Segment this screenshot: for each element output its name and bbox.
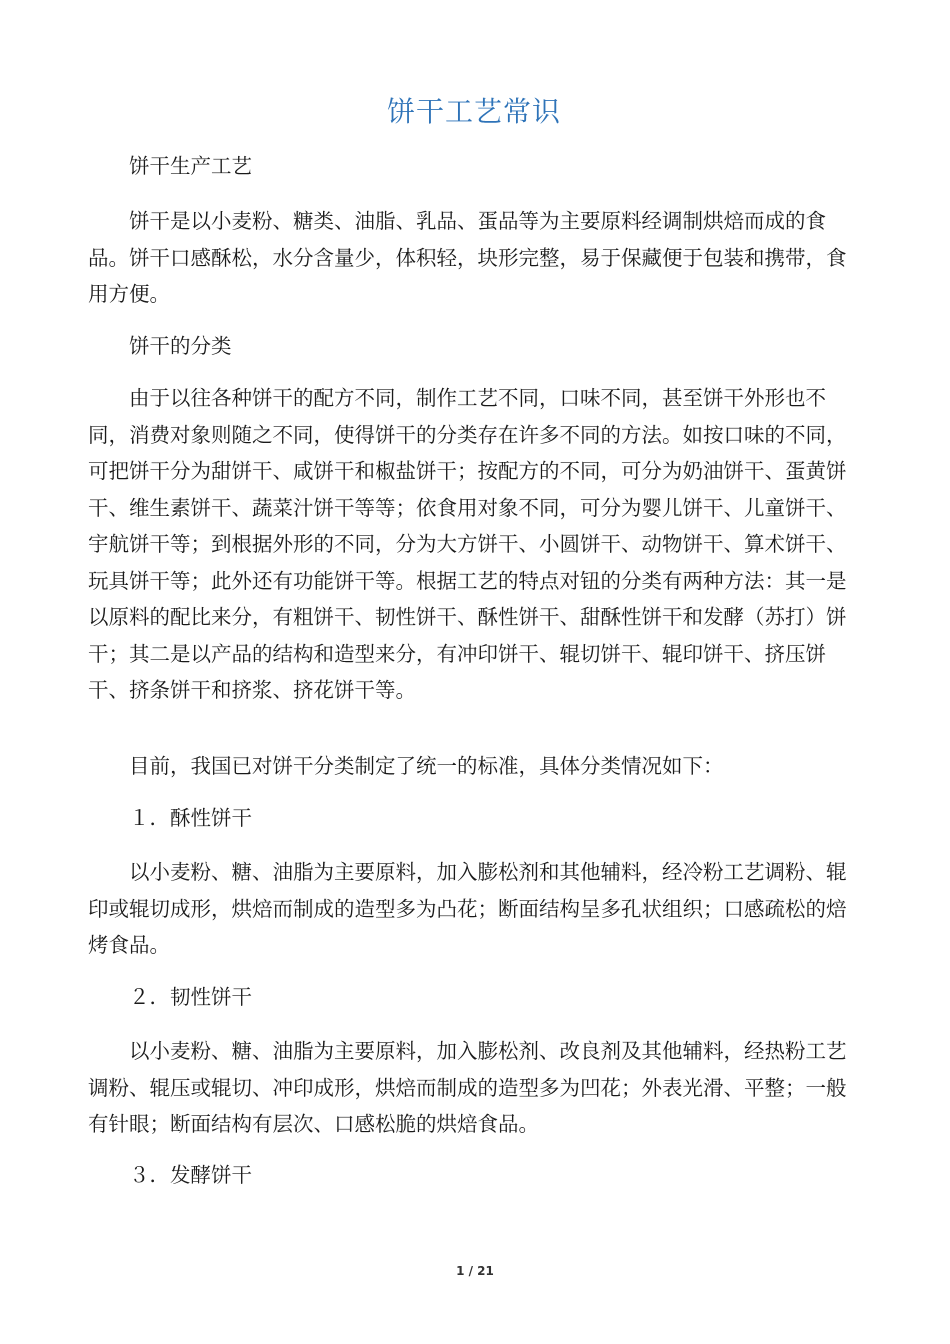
list-heading (88, 1157, 860, 1194)
section-heading-text: 饼干生产工艺 (129, 154, 252, 178)
paragraph (88, 203, 860, 313)
paragraph (88, 854, 860, 964)
paragraph (88, 748, 860, 785)
list-heading (88, 800, 860, 837)
list-heading-text: ３．发酵饼干 (129, 1163, 252, 1187)
paragraph (88, 1033, 860, 1143)
paragraph-text: 饼干是以小麦粉、糖类、油脂、乳品、蛋品等为主要原料经调制烘焙而成的食品。饼干口感酥松，水分含量少，体积轻，块形完整，易于保藏便于包装和携带，食用方便。 (88, 209, 847, 306)
paragraph-text: 由于以往各种饼干的配方不同，制作工艺不同，口味不同，甚至饼干外形也不同，消费对象则随之不同，使得饼干的分类存在许多不同的方法。如按口味的不同，可把饼干分为甜饼干、咸饼干和椒盐饼干；按配方的不同，可分为奶油饼干、蛋黄饼干、维生素饼干、蔬菜汁饼干等等；依食用对象不同，可分为婴儿饼干、儿童饼干、宇航饼干等；到根据外形的不同，分为大方饼干、小圆饼干、动物饼干、算术饼干、玩具饼干等；此外还有功能饼干等。根据工艺的特点对钮的分类有两种方法：其一是以原料的配比来分，有粗饼干、韧性饼干、酥性饼干、甜酥性饼干和发酵（苏打）饼干；其二是以产品的结构和造型来分，有冲印饼干、辊切饼干、辊印饼干、挤压饼干、挤条饼干和挤浆、挤花饼干等。 (88, 386, 847, 702)
section-heading-text: 饼干的分类 (129, 334, 232, 358)
list-heading-text: １．酥性饼干 (129, 806, 252, 830)
list-heading-text: ２．韧性饼干 (129, 985, 252, 1009)
page-number: 1 / 21 (456, 1264, 494, 1278)
paragraph-text: 以小麦粉、糖、油脂为主要原料，加入膨松剂、改良剂及其他辅料，经热粉工艺调粉、辊压或辊切、冲印成形，烘焙而制成的造型多为凹花；外表光滑、平整；一般有针眼；断面结构有层次、口感松脆的烘焙食品。 (88, 1039, 847, 1136)
paragraph (88, 380, 860, 709)
list-heading (88, 979, 860, 1016)
section-heading (88, 328, 860, 365)
section-heading (88, 148, 860, 185)
paragraph-text: 目前，我国已对饼干分类制定了统一的标准，具体分类情况如下： (129, 754, 724, 778)
document-title: 饼干工艺常识 (386, 95, 561, 128)
paragraph-text: 以小麦粉、糖、油脂为主要原料，加入膨松剂和其他辅料，经冷粉工艺调粉、辊印或辊切成形，烘焙而制成的造型多为凸花；断面结构呈多孔状组织；口感疏松的焙烤食品。 (88, 860, 847, 957)
